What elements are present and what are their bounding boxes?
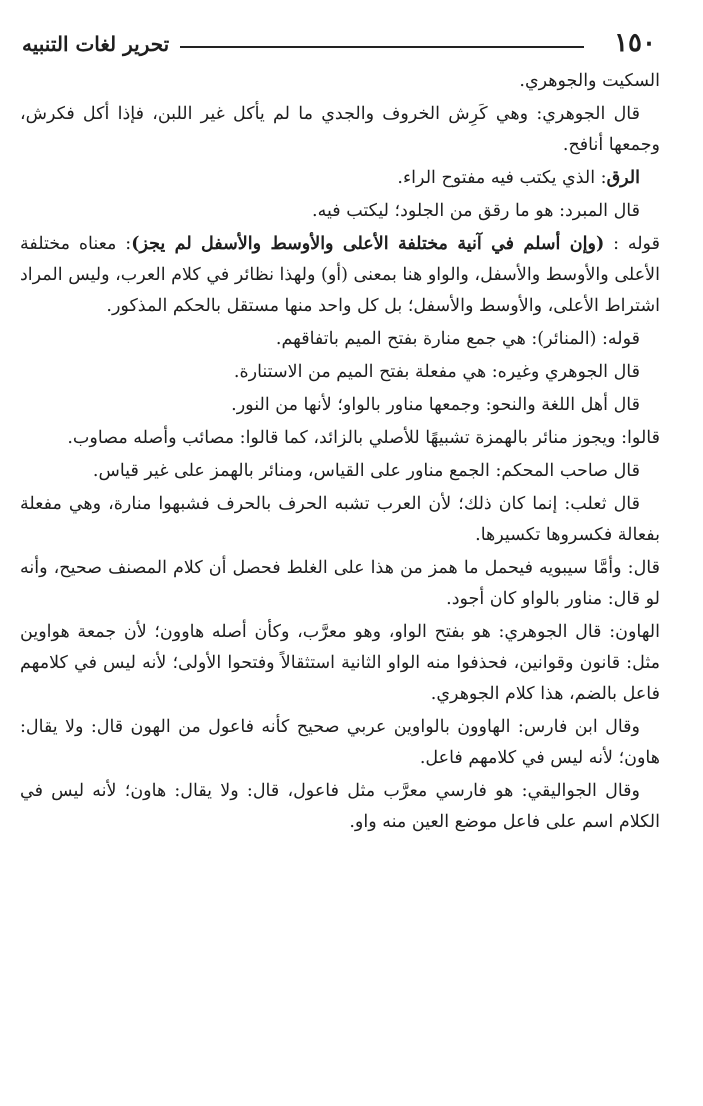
text-run: وقال الجواليقي: هو فارسي معرَّب مثل فاعول، قال: ولا يقال: هاون؛ لأنه ليس في الكلام اسم على فاعل موضع العين منه واو. xyxy=(20,781,660,832)
paragraph xyxy=(20,617,660,710)
text-run: قال: وأمَّا سيبويه فيحمل ما همز من هذا على الغلط فحصل أن كلام المصنف صحيح، وأنه لو قال: مناور بالواو كان أجود. xyxy=(20,558,660,609)
paragraph xyxy=(20,776,660,838)
bold-text: (وإن أسلم في آنية مختلفة الأعلى والأوسط والأسفل لم يجز) xyxy=(131,234,605,254)
text-run: قوله: (المنائر): هي جمع منارة بفتح الميم باتفاقهم. xyxy=(275,329,640,349)
text-run: قال الجوهري وغيره: هي مفعلة بفتح الميم من الاستنارة. xyxy=(233,362,640,382)
page-header xyxy=(22,28,656,68)
paragraph xyxy=(20,712,660,774)
page-number: ١٥٠ xyxy=(614,28,656,58)
paragraph xyxy=(20,66,660,97)
bold-text: الرق xyxy=(606,168,640,188)
header-rule xyxy=(180,46,584,48)
paragraph xyxy=(20,456,660,487)
paragraph xyxy=(20,99,660,161)
paragraph xyxy=(20,489,660,551)
text-run: قال أهل اللغة والنحو: وجمعها مناور بالواو؛ لأنها من النور. xyxy=(231,395,640,415)
text-run: : معناه مختلفة الأعلى والأوسط والأسفل، والواو هنا بمعنى (أو) ولهذا نظائر في كلام العرب، وليس المراد اشتراط الأعلى، والأوسط والأسفل؛ بل كل واحد منها مستقل بالحكم المذكور. xyxy=(20,234,660,316)
running-title: تحرير لغات التنبيه xyxy=(22,32,170,56)
paragraph xyxy=(20,163,660,194)
text-run: قال الجوهري: وهي كَرِش الخروف والجدي ما لم يأكل غير اللبن، فإذا أكل فكرش، وجمعها أنافح. xyxy=(20,104,660,155)
text-run: وقال ابن فارس: الهاوون بالواوين عربي صحيح كأنه فاعول من الهون قال: ولا يقال: هاون؛ لأنه ليس في كلامهم فاعل. xyxy=(20,717,660,768)
paragraph xyxy=(20,390,660,421)
text-run: قوله : xyxy=(604,234,660,254)
paragraph xyxy=(20,196,660,227)
paragraph xyxy=(20,229,660,322)
paragraph xyxy=(20,324,660,355)
paragraph xyxy=(20,423,660,454)
text-run: قال المبرد: هو ما رقق من الجلود؛ ليكتب فيه. xyxy=(312,201,640,221)
text-run: الهاون: قال الجوهري: هو بفتح الواو، وهو معرَّب، وكأن أصله هاوون؛ لأن جمعة هواوين مثل: قانون وقوانين، فحذفوا منه الواو الثانية استثقالاً وفتحوا الأولى؛ لأنه ليس في كلامهم فاعل بالضم، هذا كلام الجوهري. xyxy=(20,622,660,704)
paragraph xyxy=(20,357,660,388)
text-run: السكيت والجوهري. xyxy=(519,71,660,91)
text-run: قالوا: ويجوز منائر بالهمزة تشبيهًا للأصلي بالزائد، كما قالوا: مصائب وأصله مصاوب. xyxy=(67,428,660,448)
text-run: قال ثعلب: إنما كان ذلك؛ لأن العرب تشبه الحرف بالحرف فشبهوا منارة، وهي مفعلة بفعالة فكسروها تكسيرها. xyxy=(20,494,660,545)
body-text xyxy=(20,66,660,840)
paragraph xyxy=(20,553,660,615)
text-run: : الذي يكتب فيه مفتوح الراء. xyxy=(397,168,607,188)
text-run: قال صاحب المحكم: الجمع مناور على القياس، ومنائر بالهمز على غير قياس. xyxy=(92,461,640,481)
